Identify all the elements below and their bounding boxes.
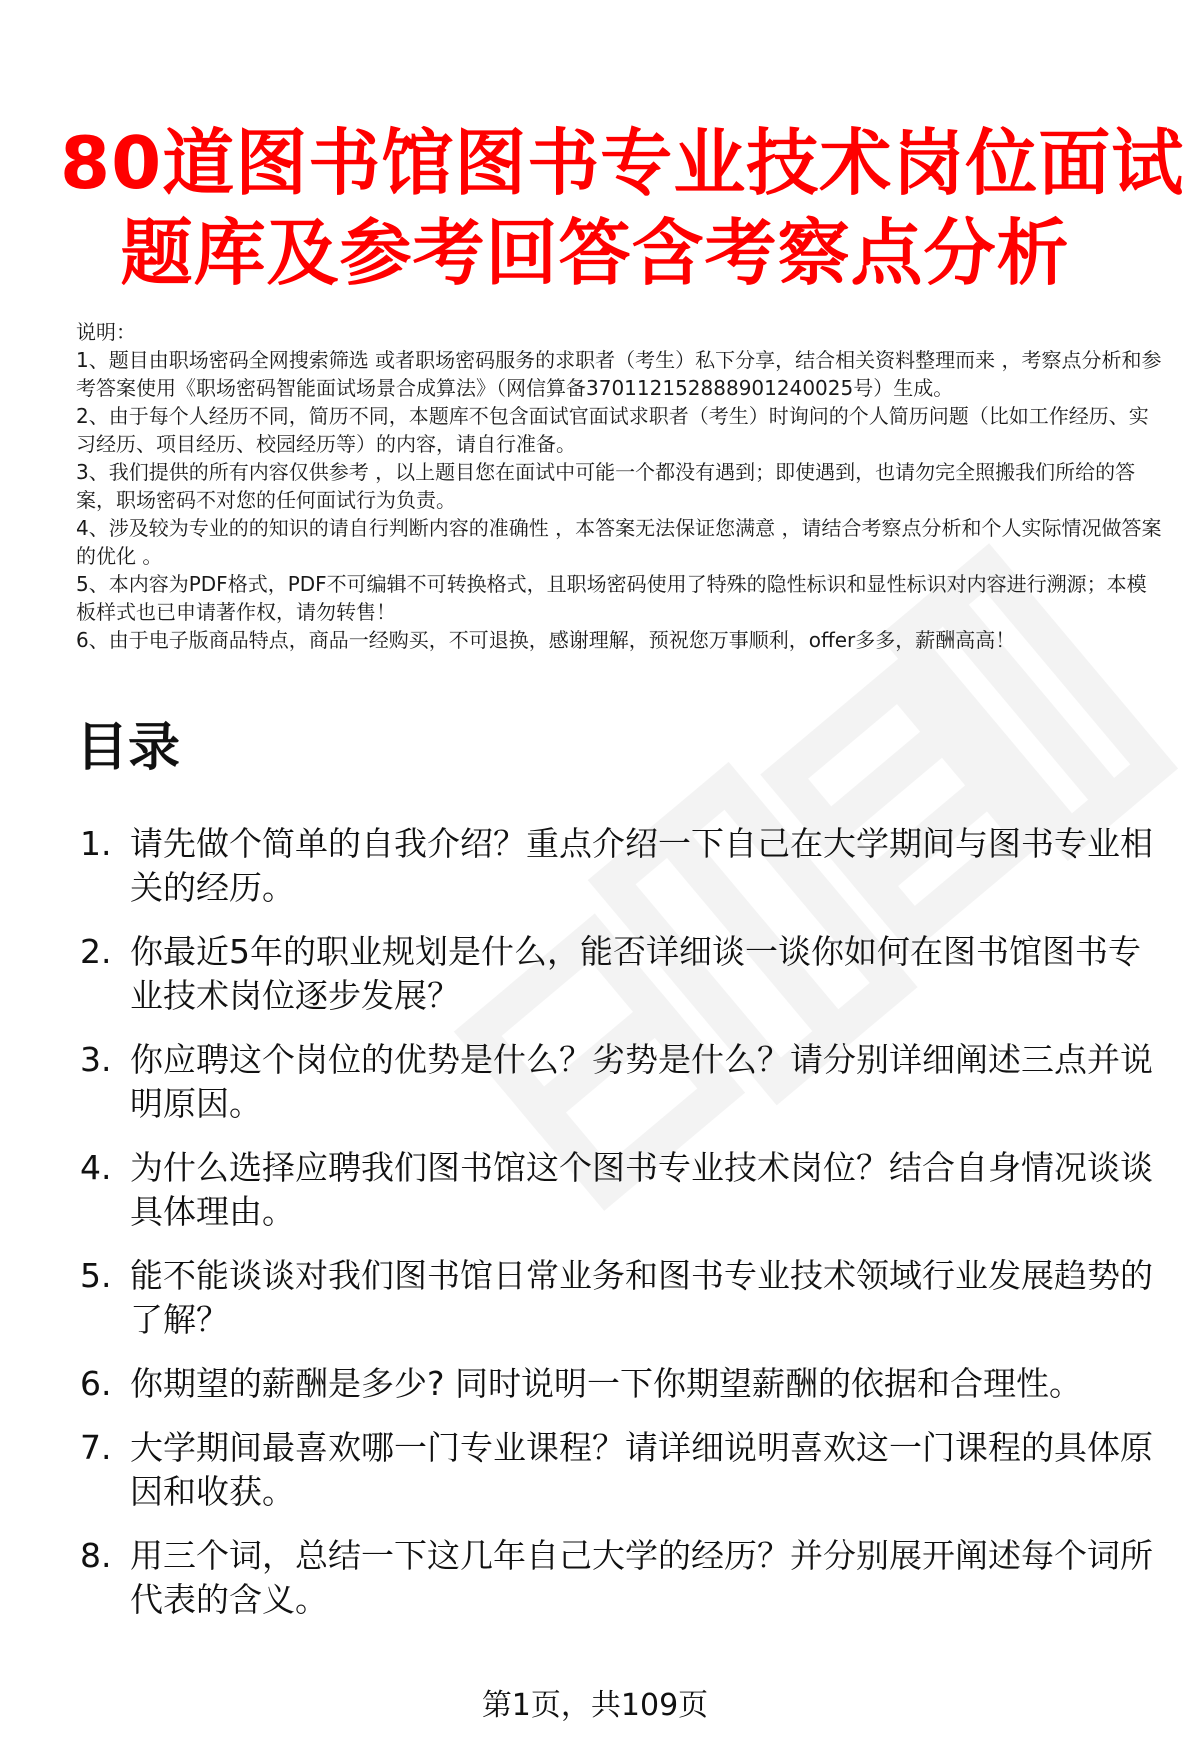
note-item-6: 6、由于电子版商品特点，商品一经购买，不可退换，感谢理解，预祝您万事顺利，offer多多，薪酬高高！ <box>76 628 1016 652</box>
toc-item-5[interactable] <box>80 1254 1170 1342</box>
toc-heading: 目录 <box>76 718 181 778</box>
notes-section <box>76 318 1166 654</box>
toc-item-7[interactable] <box>80 1426 1170 1514</box>
toc-item-number: 6. <box>80 1364 112 1403</box>
page-number: 第1页，共109页 <box>481 1688 709 1723</box>
toc-item-number: 1. <box>80 824 112 863</box>
toc-item-text: 你应聘这个岗位的优势是什么？劣势是什么？请分别详细阐述三点并说明原因。 <box>130 1040 1153 1123</box>
note-item-2: 2、由于每个人经历不同，简历不同，本题库不包含面试官面试求职者（考生）时询问的个人简历问题（比如工作经历、实习经历、项目经历、校园经历等）的内容，请自行准备。 <box>76 404 1149 456</box>
note-item-5: 5、本内容为PDF格式，PDF不可编辑不可转换格式，且职场密码使用了特殊的隐性标识和显性标识对内容进行溯源；本模板样式也已申请著作权，请勿转售！ <box>76 572 1147 624</box>
title-line-1: 80道图书馆图书专业技术岗位面试 <box>60 121 1185 205</box>
toc-item-text: 用三个词，总结一下这几年自己大学的经历？并分别展开阐述每个词所代表的含义。 <box>130 1536 1153 1619</box>
toc-item-text: 你最近5年的职业规划是什么，能否详细谈一谈你如何在图书馆图书专业技术岗位逐步发展？ <box>130 932 1141 1015</box>
toc-item-4[interactable] <box>80 1146 1170 1234</box>
toc-item-number: 4. <box>80 1148 112 1187</box>
toc-item-8[interactable] <box>80 1534 1170 1622</box>
toc-item-3[interactable] <box>80 1038 1170 1126</box>
title-line-2: 题库及参考回答含考察点分析 <box>120 211 1070 295</box>
note-item-4: 4、涉及较为专业的的知识的请自行判断内容的准确性 ，本答案无法保证您满意 ，请结合考察点分析和个人实际情况做答案的优化 。 <box>76 516 1162 568</box>
toc-item-number: 3. <box>80 1040 112 1079</box>
toc-item-number: 7. <box>80 1428 112 1467</box>
note-item-1: 1、题目由职场密码全网搜索筛选 或者职场密码服务的求职者（考生）私下分享，结合相关资料整理而来 ，考察点分析和参考答案使用《职场密码智能面试场景合成算法》（网信算备370112152888901240025号）生成。 <box>76 348 1162 400</box>
toc-item-number: 5. <box>80 1256 112 1295</box>
note-item-3: 3、我们提供的所有内容仅供参考 ，以上题目您在面试中可能一个都没有遇到；即使遇到，也请勿完全照搬我们所给的答案，职场密码不对您的任何面试行为负责。 <box>76 460 1136 512</box>
document-title <box>60 118 1185 298</box>
toc-item-6[interactable] <box>80 1362 1170 1406</box>
toc-item-text: 大学期间最喜欢哪一门专业课程？请详细说明喜欢这一门课程的具体原因和收获。 <box>130 1428 1153 1511</box>
toc-item-text: 为什么选择应聘我们图书馆这个图书专业技术岗位？结合自身情况谈谈具体理由。 <box>130 1148 1153 1231</box>
toc-item-1[interactable] <box>80 822 1170 910</box>
toc-item-2[interactable] <box>80 930 1170 1018</box>
toc-item-text: 请先做个简单的自我介绍？重点介绍一下自己在大学期间与图书专业相关的经历。 <box>130 824 1153 907</box>
toc-item-number: 8. <box>80 1536 112 1575</box>
toc-item-number: 2. <box>80 932 112 971</box>
toc-item-text: 你期望的薪酬是多少? 同时说明一下你期望薪酬的依据和合理性。 <box>130 1364 1083 1403</box>
toc-list <box>80 822 1170 1642</box>
toc-item-text: 能不能谈谈对我们图书馆日常业务和图书专业技术领域行业发展趋势的了解？ <box>130 1256 1153 1339</box>
notes-heading: 说明： <box>76 320 136 344</box>
